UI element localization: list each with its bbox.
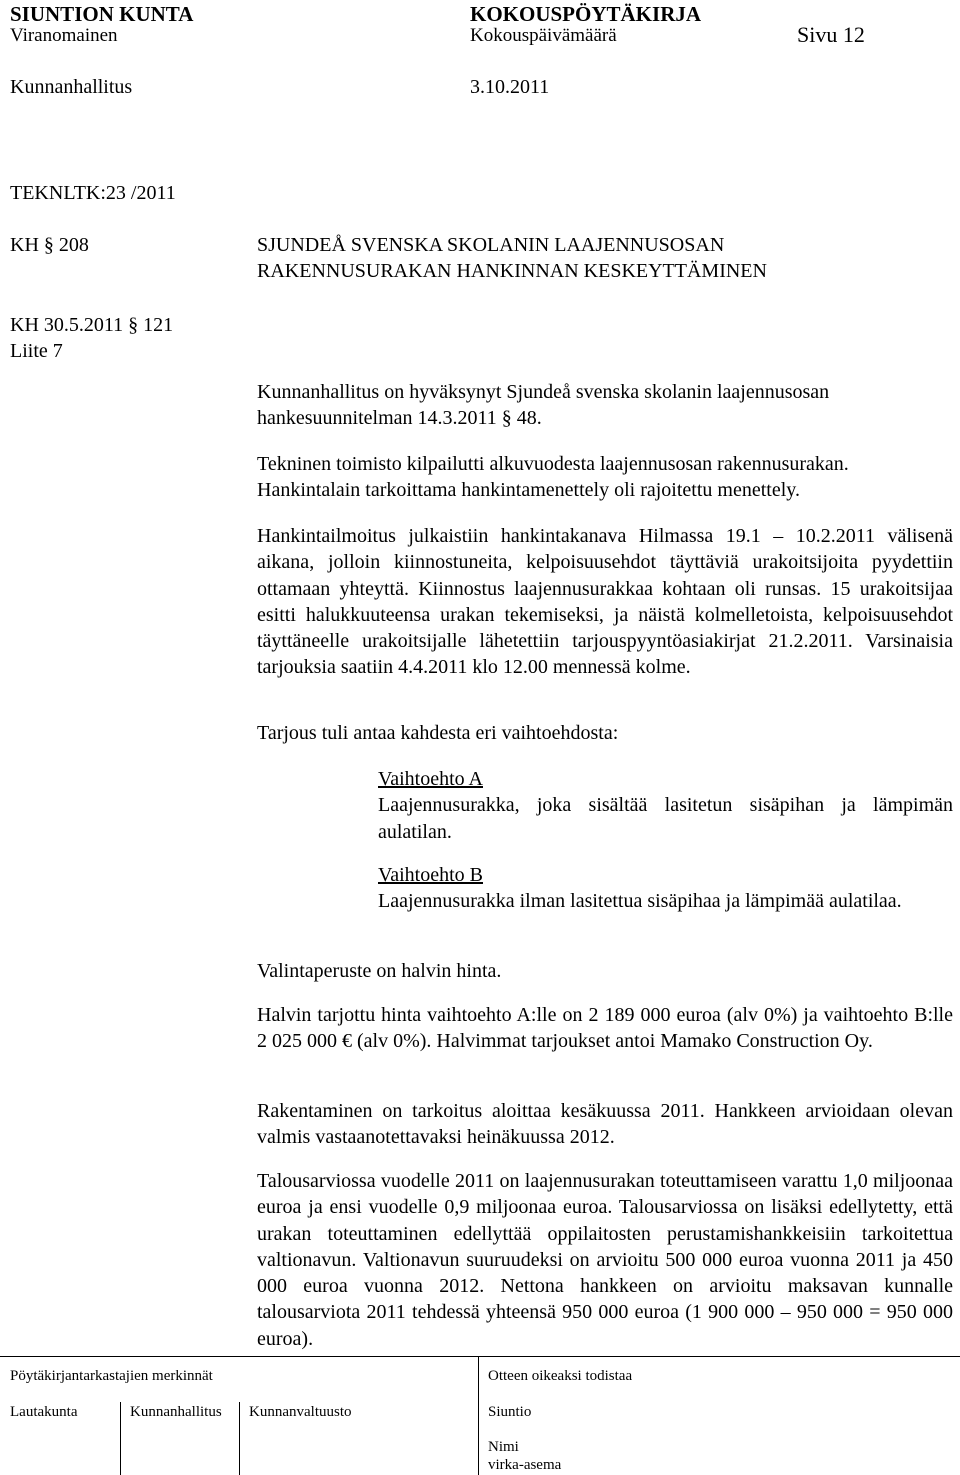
footer-right-title: Otteen oikeaksi todistaa <box>488 1368 633 1384</box>
page-footer <box>0 1356 960 1475</box>
paragraph-4-text: Tarjous tuli antaa kahdesta eri vaihtoehdosta: <box>257 722 619 744</box>
footer-col-kunnanvaltuusto: Kunnanvaltuusto <box>249 1404 352 1420</box>
tekn-reference: TEKNLTK:23 /2011 <box>10 182 176 204</box>
paragraph-1-text: Kunnanhallitus on hyväksynyt Sjundeå svenska skolanin laajennusosan hankesuunnitelman 14.3.2011 § 48. <box>257 381 830 430</box>
alternative-a-title: Vaihtoehto A <box>378 768 483 790</box>
alternative-b <box>378 862 953 915</box>
paragraph-8-text: Talousarviossa vuodelle 2011 on laajennusurakan toteuttamiseen varattu 1,0 miljoonaa euroa ja ensi vuodelle 0,9 miljoonaa euroa. Talousarviossa on lisäksi edellytetty, että urakan toteuttaminen edellyttää oppilaitosten perustamishankkeisiin tarkoitettua valtionavun. Valtionavun suuruudeksi on arvioitu 500 000 euroa vuonna 2011 ja 450 000 euroa vuonna 2012. Nettona hankkeen on arvioitu maksavan kunnalle talousarviota 2011 tehdessä yhteensä 950 000 euroa (1 900 000 – 950 000 = 950 000 euroa). <box>257 1170 953 1350</box>
meeting-date: 3.10.2011 <box>470 76 550 98</box>
paragraph-4 <box>257 720 953 746</box>
alternative-b-text: Laajennusurakka ilman lasitettua sisäpihaa ja lämpimää aulatilaa. <box>378 890 902 913</box>
alternative-a <box>378 766 953 845</box>
paragraph-2 <box>257 451 953 504</box>
paragraph-8 <box>257 1168 953 1352</box>
org-name: SIUNTION KUNTA <box>10 2 194 26</box>
date-label: Kokouspäivämäärä <box>470 25 617 46</box>
footer-col-kunnanhallitus: Kunnanhallitus <box>130 1404 222 1420</box>
footer-top-rule <box>0 1356 960 1357</box>
footer-divider-1 <box>120 1402 121 1475</box>
authority-label: Viranomainen <box>10 25 118 46</box>
footer-place: Siuntio <box>488 1404 532 1420</box>
paragraph-7 <box>257 1098 953 1151</box>
footer-position-label: virka-asema <box>488 1457 562 1473</box>
paragraph-2a-text: Tekninen toimisto kilpailutti alkuvuodesta laajennusosan rakennusurakan. <box>257 453 849 475</box>
footer-left-title: Pöytäkirjantarkastajien merkinnät <box>10 1368 213 1384</box>
alternative-b-title: Vaihtoehto B <box>378 864 483 886</box>
alternative-a-text: Laajennusurakka, joka sisältää lasitetun sisäpihan ja lämpimän aulatilan. <box>378 794 953 843</box>
footer-name-label: Nimi <box>488 1439 519 1455</box>
paragraph-7-text: Rakentaminen on tarkoitus aloittaa kesäkuussa 2011. Hankkeen arvioidaan olevan valmis vastaanotettavaksi heinäkuussa 2012. <box>257 1100 953 1149</box>
kh-reference: KH § 208 <box>10 234 89 256</box>
paragraph-5 <box>257 958 953 984</box>
attachment-reference: Liite 7 <box>10 340 63 362</box>
authority: Kunnanhallitus <box>10 76 133 98</box>
doc-type: KOKOUSPÖYTÄKIRJA <box>470 2 702 26</box>
title-line-2: RAKENNUSURAKAN HANKINNAN KESKEYTTÄMINEN <box>257 260 767 282</box>
title-line-1: SJUNDEÅ SVENSKA SKOLANIN LAAJENNUSOSAN <box>257 234 725 256</box>
footer-divider-2 <box>239 1402 240 1475</box>
page-number: Sivu 12 <box>797 22 865 47</box>
footer-center-divider <box>478 1356 479 1475</box>
paragraph-5-text: Valintaperuste on halvin hinta. <box>257 960 502 982</box>
kh-previous-reference: KH 30.5.2011 § 121 <box>10 314 174 336</box>
paragraph-1 <box>257 379 953 432</box>
paragraph-2b-text: Hankintalain tarkoittama hankintamenettely oli rajoitettu menettely. <box>257 479 800 502</box>
paragraph-3 <box>257 523 953 681</box>
paragraph-6 <box>257 1002 953 1055</box>
paragraph-6-text: Halvin tarjottu hinta vaihtoehto A:lle on 2 189 000 euroa (alv 0%) ja vaihtoehto B:lle 2 025 000 € (alv 0%). Halvimmat tarjoukset antoi Mamako Construction Oy. <box>257 1004 953 1053</box>
footer-col-lautakunta: Lautakunta <box>10 1404 78 1420</box>
paragraph-3-text: Hankintailmoitus julkaistiin hankintakanava Hilmassa 19.1 – 10.2.2011 välisenä aikana, jolloin kiinnostuneita, kelpoisuusehdot täyttäviä urakoitsijoita pyydettiin ottamaan yhteyttä. Kiinnostus laajennusurakkaa kohtaan oli runsas. 15 urakoitsijaa esitti halukkuuteensa urakan tekemiseksi, ja näistä kolmelletoista, kelpoisuusehdot täyttäneelle urakoitsijalle lähetettiin tarjouspyyntöasiakirjat 21.2.2011. Varsinaisia tarjouksia saatiin 4.4.2011 klo 12.00 mennessä kolme. <box>257 525 953 679</box>
